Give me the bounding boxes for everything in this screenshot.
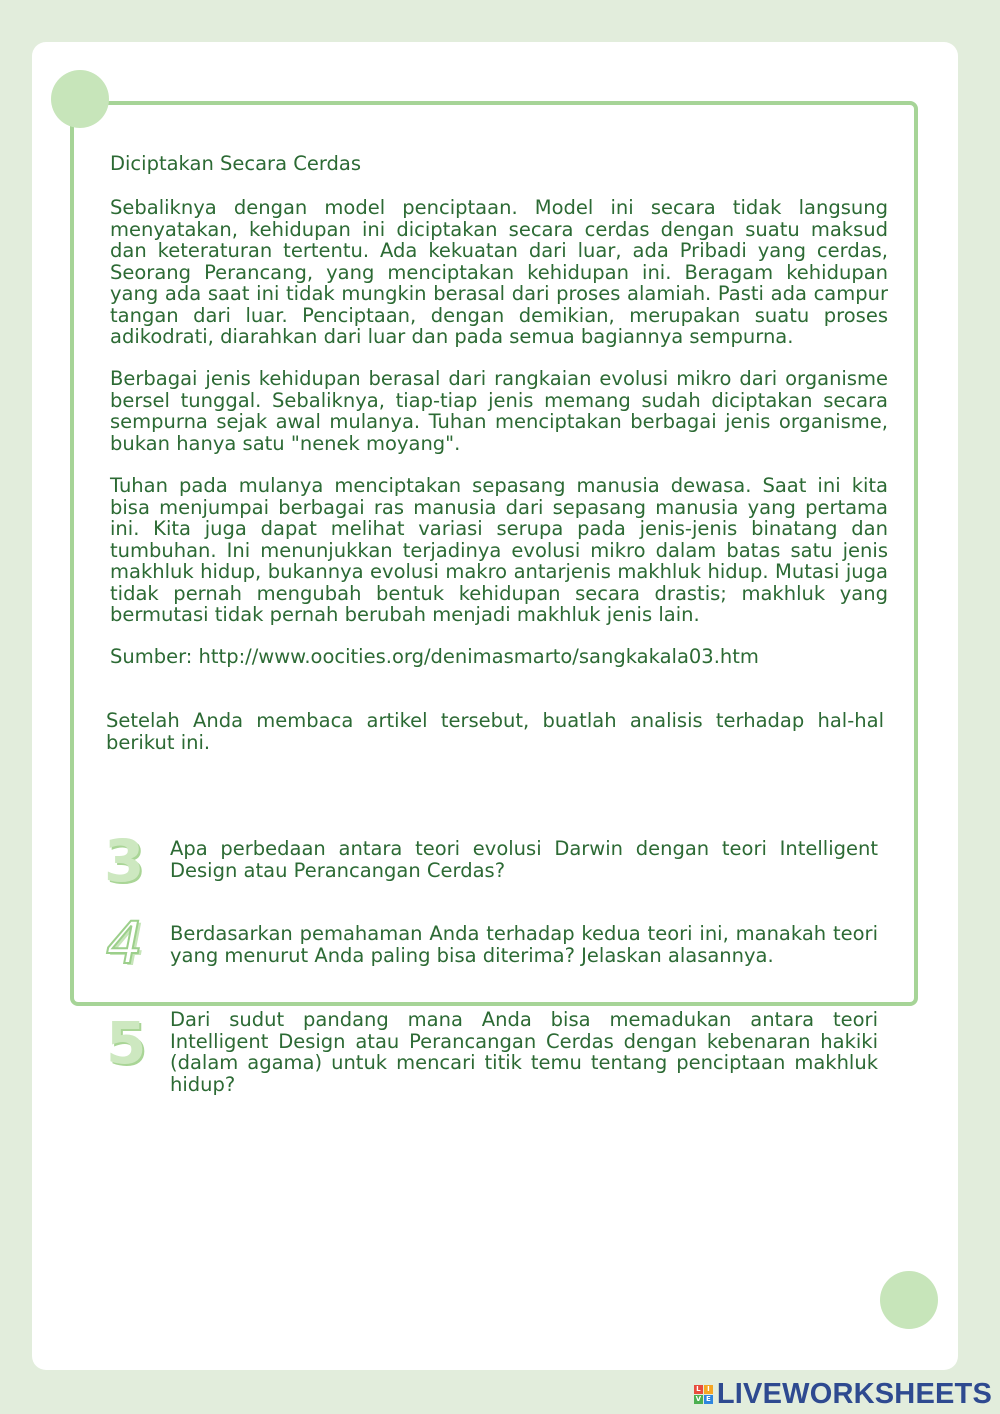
liveworksheets-logo-icon [694, 1385, 713, 1404]
article-paragraph-2: Berbagai jenis kehidupan berasal dari rangkaian evolusi mikro dari organisme bersel tunggal. Sebaliknya, tiap-tiap jenis memang sudah diciptakan secara sempurna sejak awal mulanya. Tuhan menciptakan berbagai jenis organisme, bukan hanya satu "nenek moyang". [110, 367, 888, 455]
brand-name: LIVEWORKSHEETS [716, 1378, 992, 1410]
question-text-5: Dari sudut pandang mana Anda bisa memadukan antara teori Intelligent Design atau Perancangan Cerdas dengan kebenaran hakiki (dalam agama) untuk mencari titik temu tentang penciptaan makhluk hidup? [170, 1008, 878, 1096]
decor-circle-top-left [51, 70, 109, 128]
liveworksheets-brand[interactable] [694, 1378, 992, 1411]
question-number-5: 5 [106, 1009, 147, 1077]
article-paragraph-3: Tuhan pada mulanya menciptakan sepasang manusia dewasa. Saat ini kita bisa menjumpai berbagai ras manusia dari sepasang manusia yang pertama ini. Kita juga dapat melihat variasi serupa pada jenis-jenis binatang dan tumbuhan. Ini menunjukkan terjadinya evolusi mikro dalam batas satu jenis makhluk hidup, bukannya evolusi makro antarjenis makhluk hidup. Mutasi juga tidak pernah mengubah bentuk kehidupan secara drastis; makhluk yang bermutasi tidak pernah berubah menjadi makhluk jenis lain. [110, 474, 888, 626]
logo-letter-i: I [704, 1385, 713, 1394]
logo-letter-l: L [694, 1385, 703, 1394]
question-number-3: 3 [104, 827, 145, 895]
instruction-text: Setelah Anda membaca artikel tersebut, buatlah analisis terhadap hal-hal berikut ini. [106, 709, 884, 754]
article-source: Sumber: http://www.oocities.org/denimasmarto/sangkakala03.htm [110, 645, 759, 668]
question-text-3: Apa perbedaan antara teori evolusi Darwin dengan teori Intelligent Design atau Perancangan Cerdas? [170, 837, 878, 882]
article-paragraph-1: Sebaliknya dengan model penciptaan. Model ini secara tidak langsung menyatakan, kehidupan ini diciptakan secara cerdas dengan suatu maksud dan keteraturan tertentu. Ada kekuatan dari luar, ada Pribadi yang cerdas, Seorang Perancang, yang menciptakan kehidupan ini. Beragam kehidupan yang ada saat ini tidak mungkin berasal dari proses alamiah. Pasti ada campur tangan dari luar. Penciptaan, dengan demikian, merupakan suatu proses adikodrati, diarahkan dari luar dan pada semua bagiannya sempurna. [110, 196, 888, 348]
question-text-4: Berdasarkan pemahaman Anda terhadap kedua teori ini, manakah teori yang menurut Anda paling bisa diterima? Jelaskan alasannya. [170, 922, 878, 967]
question-number-4: 4 [106, 909, 143, 977]
article-title: Diciptakan Secara Cerdas [110, 152, 361, 175]
decor-circle-bottom-right [880, 1271, 938, 1329]
logo-letter-v: V [695, 1395, 702, 1403]
logo-letter-e: E [704, 1395, 713, 1404]
